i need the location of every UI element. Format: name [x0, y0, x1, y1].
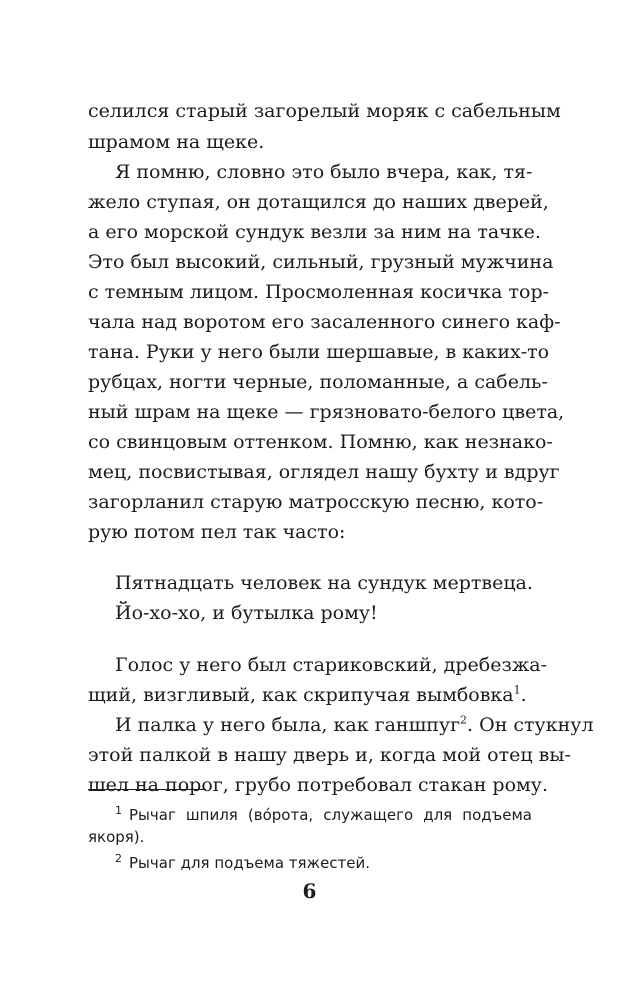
footnote-ref-1[interactable]: 1 [513, 683, 521, 697]
footnote-number: 1 [115, 804, 122, 817]
text-line: шел на порог, грубо потребовал стакан рому. [88, 774, 549, 796]
text-line: шрамом на щеке. [88, 131, 265, 153]
footnote-2 [115, 852, 370, 874]
text-line: а его морской сундук везли за ним на тачке. [88, 221, 541, 243]
page-number: 6 [302, 879, 317, 903]
text-line: с темным лицом. Просмоленная косичка тор- [88, 281, 550, 303]
text-span: щий, визгливый, как скрипучая вымбовка [88, 684, 514, 706]
text-line: чала над воротом его засаленного синего каф- [88, 311, 561, 333]
text-line: тана. Руки у него были шершавые, в каких-то [88, 341, 550, 363]
footnote-text: Рычаг шпиля (во́рота, служащего для подъема [129, 806, 532, 824]
text-line [115, 712, 594, 738]
text-span: . [520, 684, 527, 706]
text-line: Я помню, словно это было вчера, как, тя- [115, 161, 533, 183]
text-line: селился старый загорелый моряк с сабельным [88, 100, 561, 122]
verse-line: Пятнадцать человек на сундук мертвеца. [115, 572, 533, 594]
verse-line: Йо-хо-хо, и бутылка рому! [115, 602, 378, 624]
text-span: . Он стукнул [467, 714, 594, 736]
text-line [88, 682, 532, 708]
footnote-number: 2 [115, 852, 122, 865]
footnote-1 [115, 804, 532, 826]
text-line: со свинцовым оттенком. Помню, как незнако- [88, 431, 553, 453]
text-line: Голос у него был стариковский, дребезжа- [115, 654, 548, 676]
text-line: загорланил старую матросскую песню, кото- [88, 491, 544, 513]
footnote-1-continued: якоря). [88, 828, 145, 846]
text-line: жело ступая, он дотащился до наших дверей, [88, 191, 549, 213]
footnote-ref-2[interactable]: 2 [460, 713, 468, 727]
text-line: Это был высокий, сильный, грузный мужчина [88, 251, 554, 273]
text-line: рую потом пел так часто: [88, 521, 346, 543]
text-span: И палка у него была, как ганшпуг [115, 714, 461, 736]
footnote-text: Рычаг для подъема тяжестей. [129, 854, 371, 872]
text-line: рубцах, ногти черные, поломанные, а сабель- [88, 371, 548, 393]
text-line: ный шрам на щеке — грязновато-белого цвета, [88, 401, 565, 423]
footnote-divider [88, 789, 206, 790]
text-line: этой палкой в нашу дверь и, когда мой отец вы- [88, 744, 571, 766]
text-line: мец, посвистывая, оглядел нашу бухту и вдруг [88, 461, 560, 483]
